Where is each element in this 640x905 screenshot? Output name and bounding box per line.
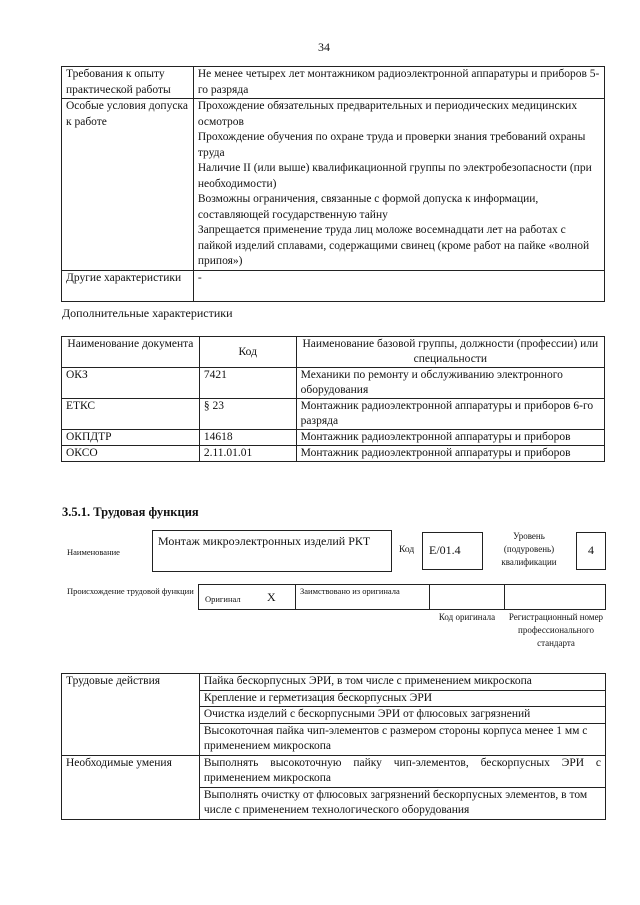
function-name-box <box>152 530 392 572</box>
list-item: Высокоточная пайка чип-элементов с размером стороны корпуса менее 1 мм с применением микроскопа <box>199 723 605 755</box>
borrowed-label: Заимствовано из оригинала <box>300 586 400 596</box>
name-label: Наименование <box>67 547 120 557</box>
cell-document: ЕТКС <box>62 399 200 430</box>
table-row <box>62 399 605 430</box>
table-row <box>62 270 605 301</box>
code-value: E/01.4 <box>429 543 461 557</box>
section-title: 3.5.1. Трудовая функция <box>62 505 199 519</box>
row-label: Особые условия допуска к работе <box>62 99 194 271</box>
code-caption: Код оригинала <box>438 612 496 622</box>
list-item: Очистка изделий с бескорпусными ЭРИ от флюсовых загрязнений <box>199 707 605 724</box>
origin-boxes <box>198 584 606 610</box>
cell-name: Механики по ремонту и обслуживанию электронного оборудования <box>296 368 604 399</box>
value-line: - <box>197 271 202 284</box>
section-label: Необходимые умения <box>62 755 200 819</box>
row-label: Другие характеристики <box>62 270 194 301</box>
value-line: Прохождение обязательных предварительных и периодических медицинских осмотров <box>197 100 578 128</box>
table-row <box>62 446 605 462</box>
table-row <box>62 99 605 271</box>
cell-name: Монтажник радиоэлектронной аппаратуры и приборов <box>296 446 604 462</box>
page-number: 34 <box>318 40 330 54</box>
list-item: Пайка бескорпусных ЭРИ, в том числе с применением микроскопа <box>199 674 605 691</box>
row-label: Требования к опыту практической работы <box>62 67 194 99</box>
value-line: Наличие II (или выше) квалификационной группы по электробезопасности (при необходимости) <box>197 162 592 190</box>
row-value <box>193 67 604 99</box>
header-document: Наименование документа <box>62 337 200 368</box>
header-name: Наименование базовой группы, должности (профессии) или специальности <box>296 337 604 368</box>
original-label: Оригинал <box>205 594 241 604</box>
list-item: Крепление и герметизация бескорпусных ЭРИ <box>199 690 605 707</box>
table-header-row <box>62 337 605 368</box>
code-box <box>422 532 483 570</box>
cell-code: § 23 <box>199 399 296 430</box>
cell-document: ОКПДТР <box>62 430 200 446</box>
original-mark: X <box>267 590 276 604</box>
section-label: Трудовые действия <box>62 674 200 756</box>
value-line: Запрещается применение труда лиц моложе восемнадцати лет на работах с пайкой изделий сплавами, содержащими свинец (кроме работ на пайке «волной припоя») <box>197 224 590 267</box>
reg-caption: Регистрационный номер профессионального стандарта <box>508 612 604 648</box>
row-value <box>193 99 604 271</box>
actions-table <box>61 673 606 820</box>
cell-document: ОКСО <box>62 446 200 462</box>
table-row <box>62 674 606 691</box>
code-label: Код <box>399 545 415 555</box>
table-row <box>62 67 605 99</box>
list-item: Выполнять высокоточную пайку чип-элементов, бескорпусных ЭРИ с применением микроскопа <box>199 755 605 787</box>
list-item: Выполнять очистку от флюсовых загрязнений бескорпусных элементов, в том числе с применением технологического оборудования <box>199 787 605 819</box>
value-line: Возможны ограничения, связанные с формой допуска к информации, составляющей государственную тайну <box>197 193 539 221</box>
level-box <box>576 532 606 570</box>
table-row <box>62 755 606 787</box>
requirements-table <box>61 66 605 302</box>
row-value <box>193 270 604 301</box>
table-row <box>62 430 605 446</box>
header-code: Код <box>199 337 296 368</box>
value-line: Прохождение обучения по охране труда и проверки знания требований охраны труда <box>197 131 586 159</box>
additional-table <box>61 336 605 462</box>
cell-code: 2.11.01.01 <box>199 446 296 462</box>
cell-name: Монтажник радиоэлектронной аппаратуры и приборов 6-го разряда <box>296 399 604 430</box>
cell-name: Монтажник радиоэлектронной аппаратуры и приборов <box>296 430 604 446</box>
cell-document: ОКЗ <box>62 368 200 399</box>
value-line: Не менее четырех лет монтажником радиоэлектронной аппаратуры и приборов 5-го разряда <box>197 68 600 96</box>
table-row <box>62 368 605 399</box>
cell-code: 7421 <box>199 368 296 399</box>
additional-title: Дополнительные характеристики <box>62 306 233 320</box>
origin-label: Происхождение трудовой функции <box>67 586 194 596</box>
function-name-value: Монтаж микроэлектронных изделий РКТ <box>158 534 371 548</box>
cell-code: 14618 <box>199 430 296 446</box>
level-value: 4 <box>588 543 594 557</box>
level-label: Уровень (подуровень) квалификации <box>501 531 557 567</box>
